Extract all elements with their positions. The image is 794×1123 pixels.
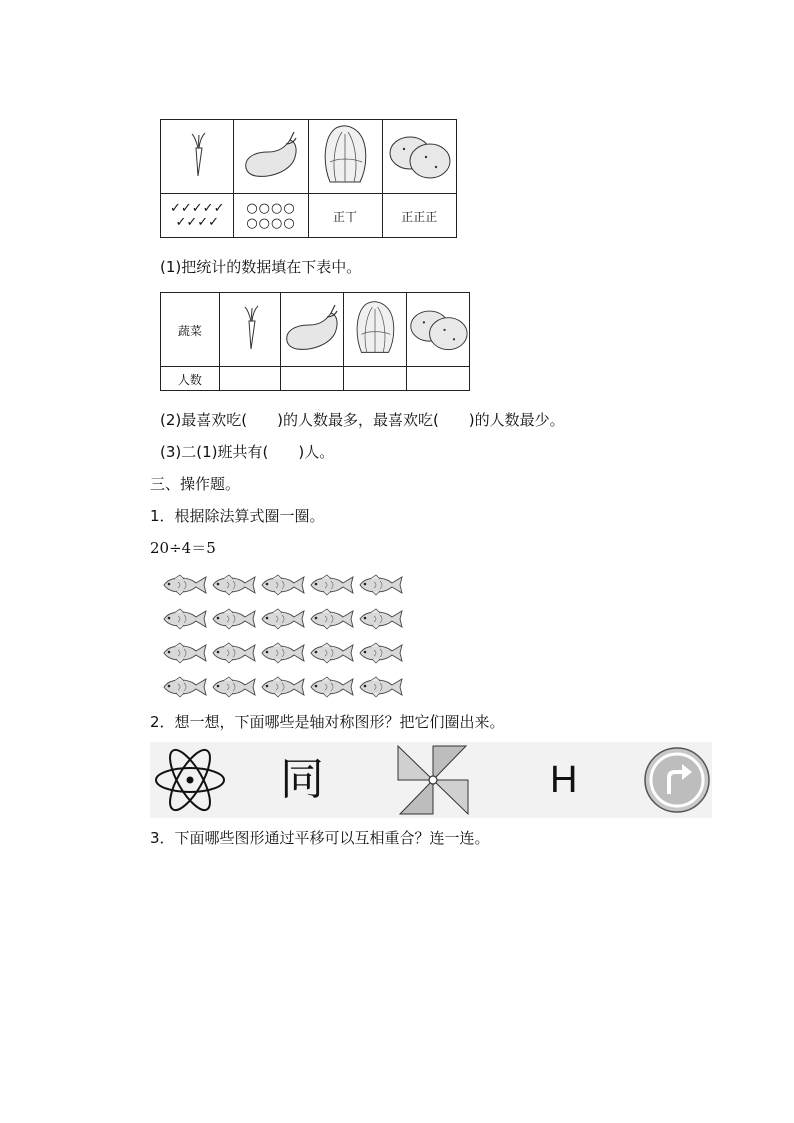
answer-cell-potato[interactable]	[406, 367, 469, 391]
tong-character[interactable]: 同	[280, 754, 324, 805]
fish-icon[interactable]	[160, 574, 208, 598]
cell-eggplant	[234, 120, 308, 194]
fill-table	[160, 292, 470, 391]
fish-icon[interactable]	[209, 642, 257, 666]
fish-icon[interactable]	[307, 608, 355, 632]
cell-potato	[382, 120, 456, 194]
check-marks: ✓✓✓✓✓ ✓✓✓✓	[170, 200, 225, 230]
task-1: 1．根据除法算式圈一圈。	[150, 507, 325, 525]
potato-icon	[407, 300, 469, 356]
survey-table	[160, 119, 457, 238]
circle-marks: ○○○○ ○○○○	[246, 200, 296, 231]
cell-potato-tally	[382, 194, 456, 238]
fish-icon[interactable]	[258, 574, 306, 598]
fish-icon[interactable]	[356, 574, 404, 598]
fish-icon[interactable]	[160, 676, 208, 700]
row-label-vegetable: 蔬菜	[161, 293, 220, 367]
turn-right-sign-icon[interactable]	[643, 746, 711, 814]
tally-marks: 正丅	[333, 210, 358, 224]
cell-cabbage-tally	[308, 194, 382, 238]
cell-carrot-tally	[161, 194, 234, 238]
letter-h[interactable]: H	[550, 759, 578, 801]
atom-icon[interactable]	[153, 746, 227, 814]
answer-cell-eggplant[interactable]	[281, 367, 344, 391]
fish-icon[interactable]	[307, 642, 355, 666]
cell-cabbage	[344, 293, 407, 367]
symbols-panel	[150, 742, 712, 818]
fish-icon[interactable]	[258, 676, 306, 700]
cell-potato	[406, 293, 469, 367]
fish-icon[interactable]	[258, 608, 306, 632]
question-2: (2)最喜欢吃( )的人数最多，最喜欢吃( )的人数最少。	[160, 411, 565, 429]
cabbage-icon	[314, 122, 376, 188]
fish-icon[interactable]	[307, 676, 355, 700]
eggplant-icon	[240, 130, 302, 180]
question-3: (3)二(1)班共有( )人。	[160, 443, 335, 461]
question-1: (1)把统计的数据填在下表中。	[160, 258, 362, 276]
fish-icon[interactable]	[209, 608, 257, 632]
fish-icon[interactable]	[258, 642, 306, 666]
fish-row	[160, 574, 404, 598]
fish-row	[160, 608, 404, 632]
row-label-count: 人数	[161, 367, 220, 391]
potato-icon	[386, 127, 452, 183]
division-equation: 20÷4＝5	[150, 539, 216, 557]
tally-marks: 正正正	[401, 210, 438, 224]
cabbage-icon	[347, 295, 403, 361]
eggplant-icon	[281, 303, 343, 353]
fish-icon[interactable]	[160, 608, 208, 632]
fish-icon[interactable]	[307, 574, 355, 598]
pinwheel-icon[interactable]	[396, 744, 470, 816]
answer-cell-carrot[interactable]	[219, 367, 281, 391]
cell-eggplant-tally	[234, 194, 308, 238]
carrot-icon	[182, 130, 212, 180]
cell-cabbage	[308, 120, 382, 194]
answer-cell-cabbage[interactable]	[344, 367, 407, 391]
fish-icon[interactable]	[356, 676, 404, 700]
fish-row	[160, 676, 404, 700]
task-3: 3．下面哪些图形通过平移可以互相重合？连一连。	[150, 829, 490, 847]
fish-icon[interactable]	[209, 574, 257, 598]
fish-icon[interactable]	[356, 642, 404, 666]
fish-icon[interactable]	[356, 608, 404, 632]
carrot-icon	[235, 303, 265, 353]
fish-icon[interactable]	[209, 676, 257, 700]
fish-row	[160, 642, 404, 666]
fish-icon[interactable]	[160, 642, 208, 666]
task-2: 2．想一想，下面哪些是轴对称图形？把它们圈出来。	[150, 713, 505, 731]
cell-carrot	[161, 120, 234, 194]
section-title: 三、操作题。	[150, 475, 241, 493]
cell-eggplant	[281, 293, 344, 367]
cell-carrot	[219, 293, 281, 367]
